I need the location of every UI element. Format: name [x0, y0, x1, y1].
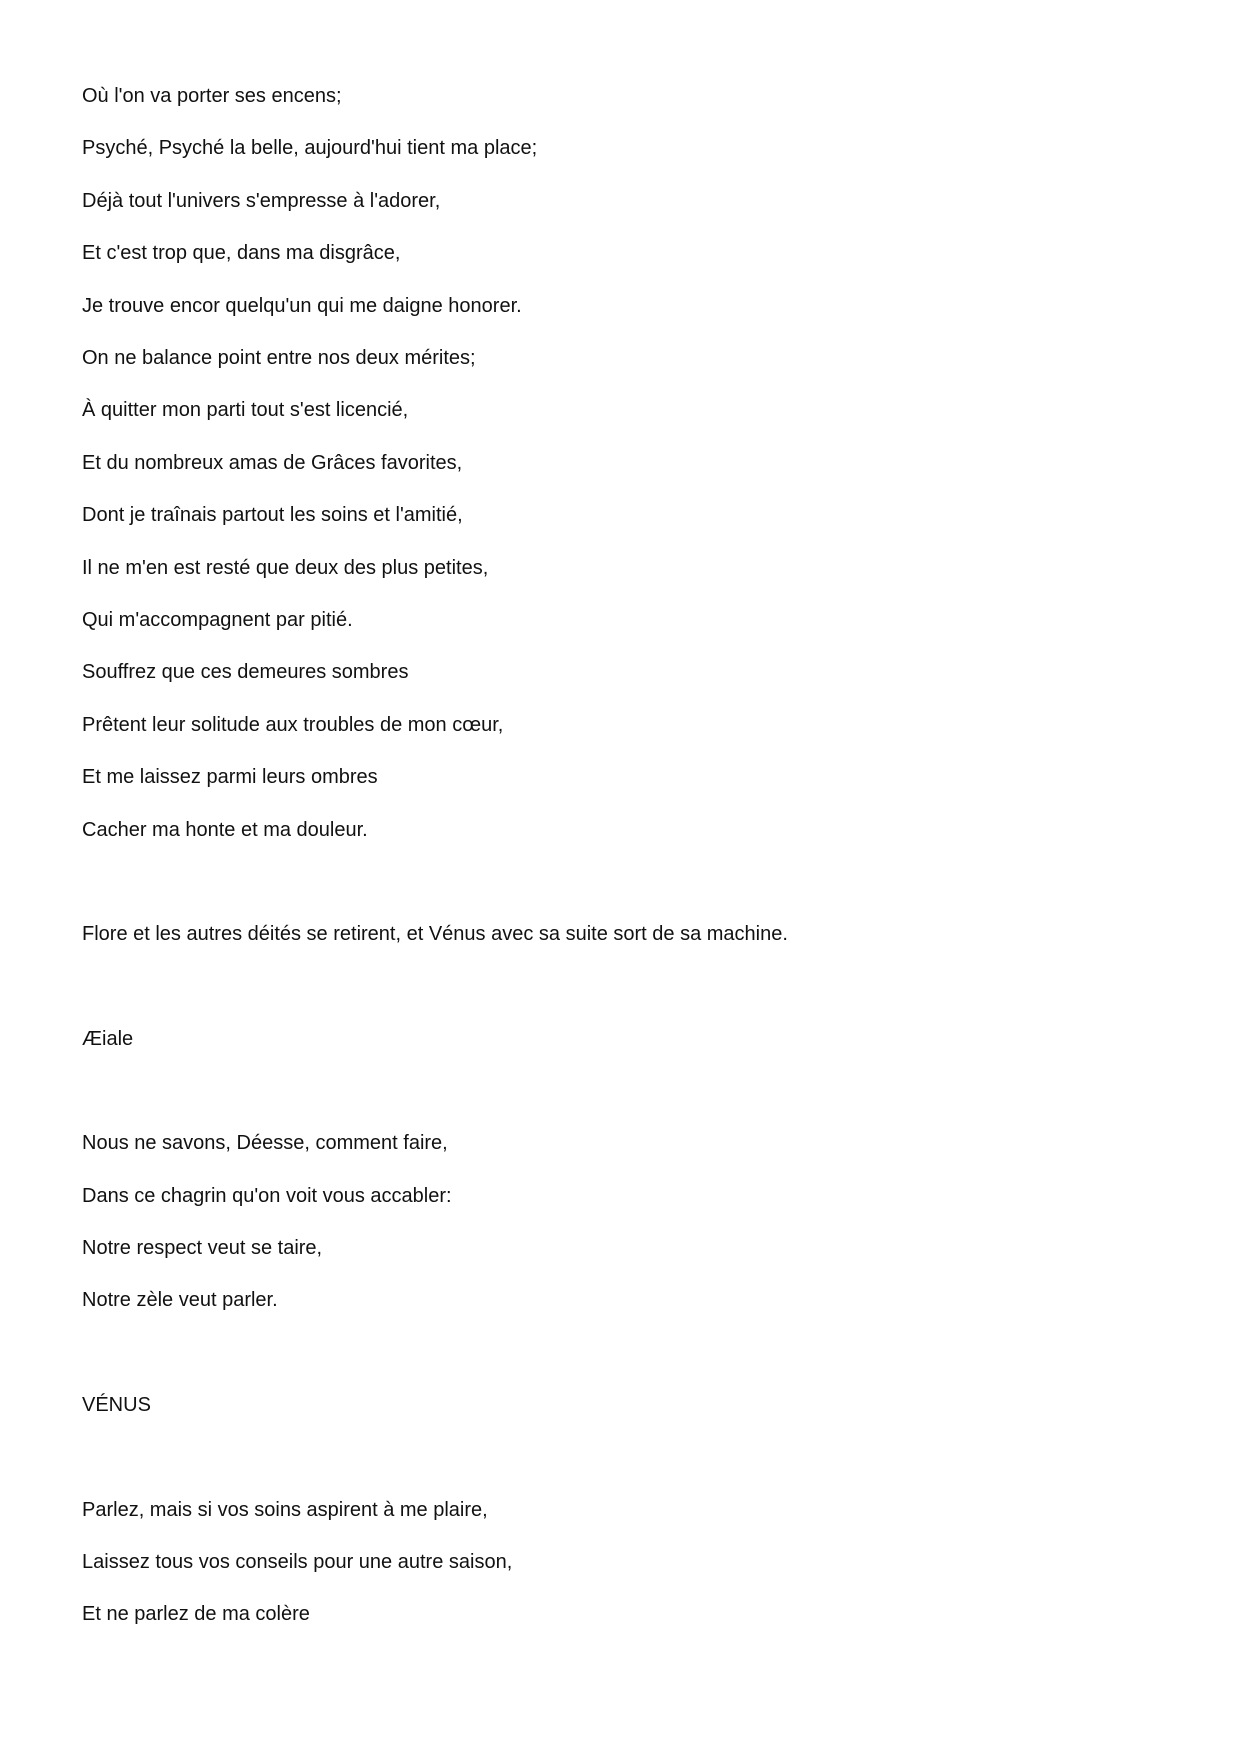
verse-line: Notre respect veut se taire, [82, 1237, 323, 1259]
verse-line: Où l'on va porter ses encens; [82, 85, 342, 107]
verse-line: Et me laissez parmi leurs ombres [82, 766, 378, 788]
verse-line: À quitter mon parti tout s'est licencié, [82, 399, 409, 421]
verse-line: Prêtent leur solitude aux troubles de mon cœur, [82, 714, 504, 736]
verse-line: On ne balance point entre nos deux mérites; [82, 347, 476, 369]
verse-line: Psyché, Psyché la belle, aujourd'hui tient ma place; [82, 137, 538, 159]
verse-line: Parlez, mais si vos soins aspirent à me plaire, [82, 1499, 488, 1521]
verse-line: Dont je traînais partout les soins et l'amitié, [82, 504, 463, 526]
verse-line: Dans ce chagrin qu'on voit vous accabler: [82, 1185, 452, 1207]
verse-line: Je trouve encor quelqu'un qui me daigne honorer. [82, 295, 522, 317]
speaker-name: Æiale [82, 1028, 134, 1050]
verse-line: Cacher ma honte et ma douleur. [82, 819, 368, 841]
verse-line: Qui m'accompagnent par pitié. [82, 609, 353, 631]
stage-direction: Flore et les autres déités se retirent, et Vénus avec sa suite sort de sa machine. [82, 923, 788, 945]
verse-line: Et c'est trop que, dans ma disgrâce, [82, 242, 401, 264]
verse-line: Laissez tous vos conseils pour une autre saison, [82, 1551, 513, 1573]
verse-line: Et du nombreux amas de Grâces favorites, [82, 452, 463, 474]
verse-line: Déjà tout l'univers s'empresse à l'adorer, [82, 190, 441, 212]
verse-line: Souffrez que ces demeures sombres [82, 661, 409, 683]
verse-line: Notre zèle veut parler. [82, 1289, 278, 1311]
verse-line: Et ne parlez de ma colère [82, 1603, 310, 1625]
speaker-name: VÉNUS [82, 1394, 151, 1416]
verse-line: Il ne m'en est resté que deux des plus petites, [82, 557, 489, 579]
verse-line: Nous ne savons, Déesse, comment faire, [82, 1132, 448, 1154]
